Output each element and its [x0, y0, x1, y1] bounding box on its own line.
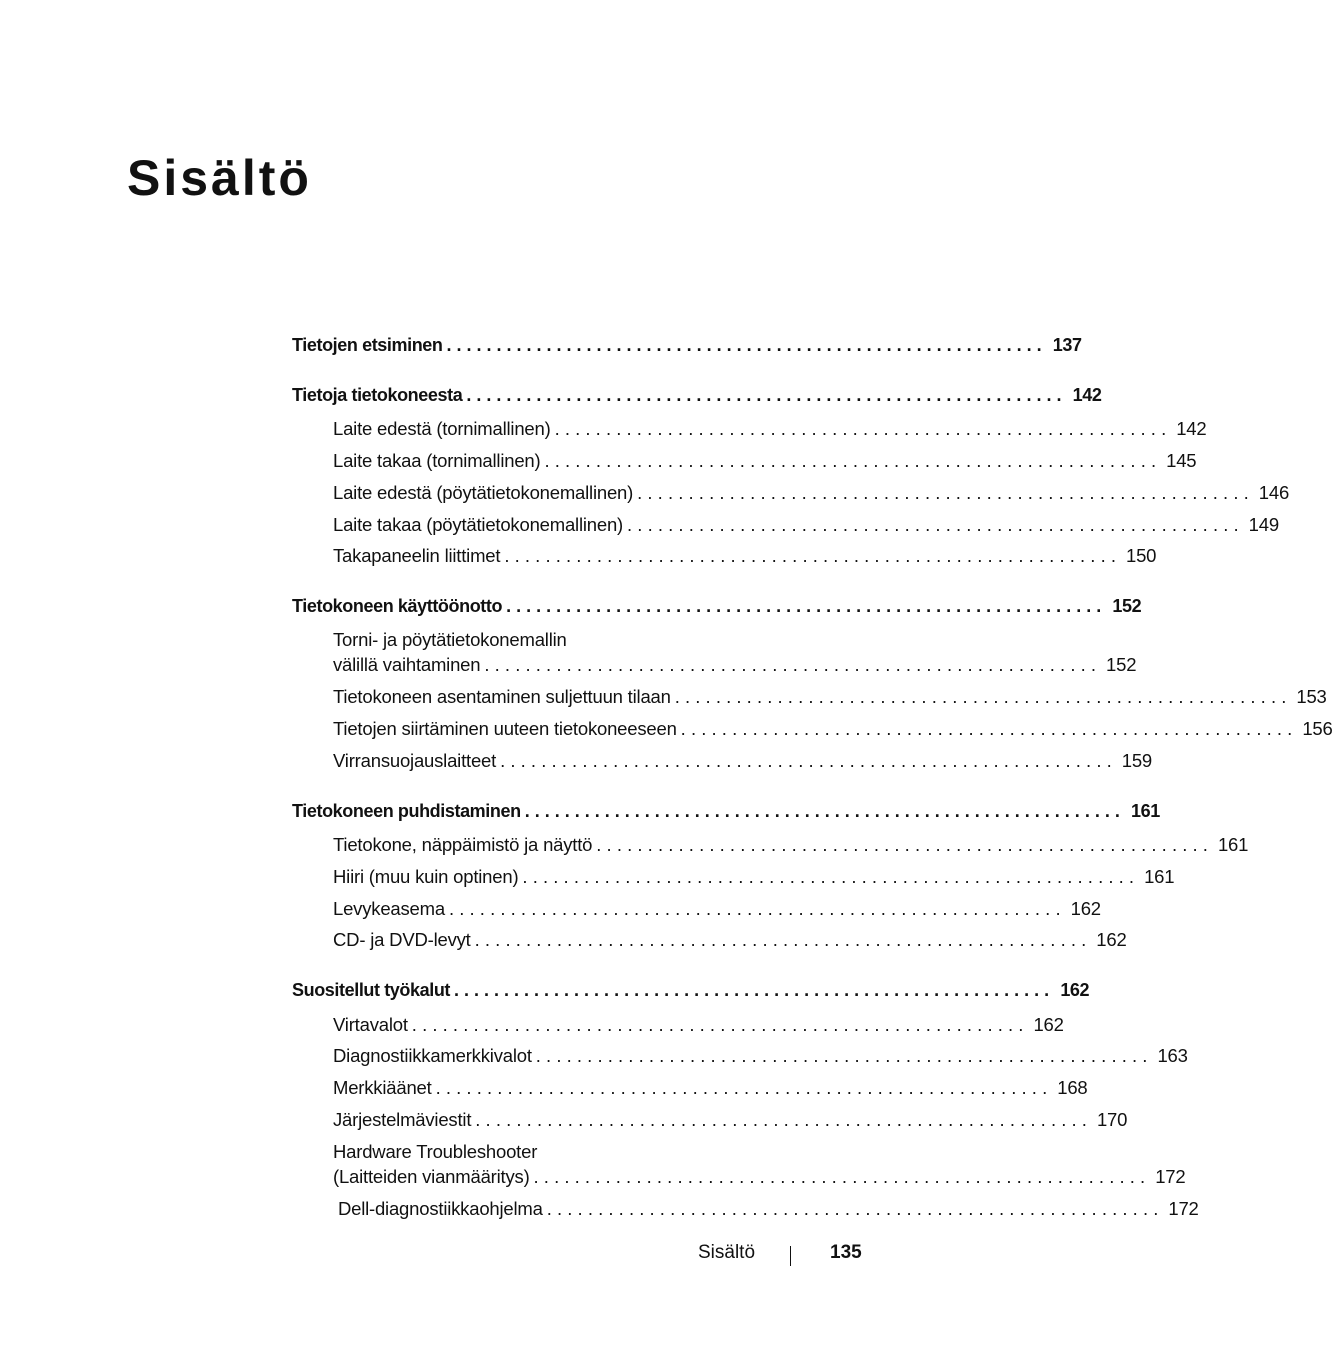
- toc-entry[interactable]: [333, 1074, 1088, 1100]
- toc-page: 150: [1126, 545, 1157, 566]
- page-footer: [0, 1242, 954, 1270]
- toc-label: välillä vaihtaminen: [333, 654, 481, 675]
- leader-dots: . . . . . . . . . . . . . . . . . . . . . . . . . . . . . . . . . . . . . . . . . . . . . . . . . . . . . . . . . . . .: [524, 801, 1120, 821]
- toc-entry[interactable]: [333, 1011, 1064, 1037]
- leader-dots: . . . . . . . . . . . . . . . . . . . . . . . . . . . . . . . . . . . . . . . . . . . . . . . . . . . . . . . . . . . .: [522, 866, 1135, 887]
- leader-dots: . . . . . . . . . . . . . . . . . . . . . . . . . . . . . . . . . . . . . . . . . . . . . . . . . . . . . . . . . . . .: [546, 1198, 1159, 1219]
- leader-dots: . . . . . . . . . . . . . . . . . . . . . . . . . . . . . . . . . . . . . . . . . . . . . . . . . . . . . . . . . . . .: [484, 654, 1097, 675]
- toc-entry[interactable]: [333, 415, 1207, 441]
- toc-entry[interactable]: [333, 895, 1101, 921]
- leader-dots: . . . . . . . . . . . . . . . . . . . . . . . . . . . . . . . . . . . . . . . . . . . . . . . . . . . . . . . . . . . .: [446, 335, 1042, 355]
- toc-section[interactable]: [292, 592, 1142, 618]
- toc-label: Virransuojauslaitteet: [333, 750, 497, 771]
- page-title: Sisältö: [127, 150, 312, 206]
- toc-entry[interactable]: [333, 1195, 1199, 1221]
- toc-label: (Laitteiden vianmääritys): [333, 1166, 530, 1187]
- toc-page: 142: [1176, 418, 1207, 439]
- toc-page: 170: [1096, 1109, 1128, 1130]
- toc-label: Tietokoneen puhdistaminen: [292, 801, 521, 821]
- toc-label: Tietojen etsiminen: [292, 335, 443, 355]
- toc-label-line1: Torni- ja pöytätietokonemallin: [333, 629, 567, 650]
- toc-page: 152: [1112, 596, 1142, 616]
- leader-dots: . . . . . . . . . . . . . . . . . . . . . . . . . . . . . . . . . . . . . . . . . . . . . . . . . . . . . . . . . . . .: [596, 834, 1208, 855]
- toc-label: Laite edestä (tornimallinen): [333, 418, 551, 439]
- footer-section-title: Sisältö: [698, 1242, 756, 1263]
- toc-page: 161: [1217, 834, 1249, 855]
- leader-dots: . . . . . . . . . . . . . . . . . . . . . . . . . . . . . . . . . . . . . . . . . . . . . . . . . . . . . . . . . . . .: [535, 1045, 1148, 1066]
- toc-label: Levykeasema: [333, 898, 445, 919]
- toc-label: Laite edestä (pöytätietokonemallinen): [333, 482, 634, 503]
- toc-label: Tietoja tietokoneesta: [292, 385, 463, 405]
- toc-label: Takapaneelin liittimet: [333, 545, 501, 566]
- toc-page: 137: [1052, 335, 1082, 355]
- page-number: 135: [830, 1242, 862, 1263]
- toc-entry[interactable]: [333, 447, 1197, 473]
- footer-divider: [790, 1246, 791, 1266]
- toc-entry[interactable]: [333, 511, 1279, 537]
- toc-page: 149: [1248, 514, 1279, 535]
- toc-label: Merkkiäänet: [333, 1077, 432, 1098]
- toc-page: 152: [1106, 654, 1137, 675]
- toc-label: Tietokoneen käyttöönotto: [292, 596, 503, 616]
- toc-page: 145: [1166, 450, 1197, 471]
- toc-section[interactable]: [292, 797, 1160, 823]
- toc-page: 159: [1121, 750, 1153, 771]
- toc-entry[interactable]: [333, 831, 1249, 857]
- toc-section[interactable]: [292, 976, 1090, 1002]
- leader-dots: . . . . . . . . . . . . . . . . . . . . . . . . . . . . . . . . . . . . . . . . . . . . . . . . . . . . . . . . . . . .: [500, 750, 1112, 771]
- toc-label: Diagnostiikkamerkkivalot: [333, 1045, 532, 1066]
- toc-entry[interactable]: [333, 479, 1290, 505]
- toc-page: 172: [1155, 1166, 1186, 1187]
- toc-entry[interactable]: [333, 651, 1137, 677]
- leader-dots: . . . . . . . . . . . . . . . . . . . . . . . . . . . . . . . . . . . . . . . . . . . . . . . . . . . . . . . . . . . .: [674, 686, 1287, 707]
- toc-section[interactable]: [292, 381, 1102, 407]
- toc-page: 162: [1060, 980, 1090, 1000]
- leader-dots: . . . . . . . . . . . . . . . . . . . . . . . . . . . . . . . . . . . . . . . . . . . . . . . . . . . . . . . . . . . .: [544, 450, 1157, 471]
- toc-label: Järjestelmäviestit: [333, 1109, 472, 1130]
- toc-entry[interactable]: [333, 715, 1333, 741]
- toc-page: 153: [1296, 686, 1327, 707]
- leader-dots: . . . . . . . . . . . . . . . . . . . . . . . . . . . . . . . . . . . . . . . . . . . . . . . . . . . . . . . . . . . .: [506, 596, 1102, 616]
- toc-page: 162: [1033, 1014, 1064, 1035]
- toc-label: Tietojen siirtäminen uuteen tietokoneeseen: [333, 718, 677, 739]
- toc-page: 161: [1130, 801, 1160, 821]
- toc-page: 142: [1072, 385, 1102, 405]
- leader-dots: . . . . . . . . . . . . . . . . . . . . . . . . . . . . . . . . . . . . . . . . . . . . . . . . . . . . . . . . . . . .: [474, 929, 1087, 950]
- leader-dots: . . . . . . . . . . . . . . . . . . . . . . . . . . . . . . . . . . . . . . . . . . . . . . . . . . . . . . . . . . . .: [637, 482, 1249, 503]
- leader-dots: . . . . . . . . . . . . . . . . . . . . . . . . . . . . . . . . . . . . . . . . . . . . . . . . . . . . . . . . . . . .: [475, 1109, 1087, 1130]
- toc-page: 146: [1258, 482, 1290, 503]
- toc-entry[interactable]: [333, 747, 1153, 773]
- toc-label: Dell-diagnostiikkaohjelma: [333, 1198, 543, 1219]
- leader-dots: . . . . . . . . . . . . . . . . . . . . . . . . . . . . . . . . . . . . . . . . . . . . . . . . . . . . . . . . . . . .: [554, 418, 1167, 439]
- leader-dots: . . . . . . . . . . . . . . . . . . . . . . . . . . . . . . . . . . . . . . . . . . . . . . . . . . . . . . . . . . . .: [466, 385, 1062, 405]
- toc-page: 172: [1168, 1198, 1199, 1219]
- toc-label: Laite takaa (pöytätietokonemallinen): [333, 514, 624, 535]
- leader-dots: . . . . . . . . . . . . . . . . . . . . . . . . . . . . . . . . . . . . . . . . . . . . . . . . . . . . . . . . . . . .: [448, 898, 1061, 919]
- toc-label-line1: Hardware Troubleshooter: [333, 1141, 538, 1162]
- toc-entry[interactable]: [333, 683, 1327, 709]
- toc-entry[interactable]: [333, 926, 1127, 952]
- toc-label: CD- ja DVD-levyt: [333, 929, 471, 950]
- leader-dots: . . . . . . . . . . . . . . . . . . . . . . . . . . . . . . . . . . . . . . . . . . . . . . . . . . . . . . . . . . . .: [627, 514, 1239, 535]
- toc-entry[interactable]: [333, 1106, 1128, 1132]
- toc-label: Suositellut työkalut: [292, 980, 451, 1000]
- leader-dots: . . . . . . . . . . . . . . . . . . . . . . . . . . . . . . . . . . . . . . . . . . . . . . . . . . . . . . . . . . . .: [680, 718, 1293, 739]
- toc-label: Tietokone, näppäimistö ja näyttö: [333, 834, 593, 855]
- leader-dots: . . . . . . . . . . . . . . . . . . . . . . . . . . . . . . . . . . . . . . . . . . . . . . . . . . . . . . . . . . . .: [454, 980, 1050, 1000]
- toc-label: Tietokoneen asentaminen suljettuun tilaan: [333, 686, 671, 707]
- toc-section[interactable]: [292, 331, 1082, 357]
- toc-page: 162: [1096, 929, 1127, 950]
- leader-dots: . . . . . . . . . . . . . . . . . . . . . . . . . . . . . . . . . . . . . . . . . . . . . . . . . . . . . . . . . . . .: [533, 1166, 1146, 1187]
- toc-entry[interactable]: [333, 863, 1175, 889]
- toc-page: 168: [1057, 1077, 1088, 1098]
- toc-label: Virtavalot: [333, 1014, 408, 1035]
- toc-entry[interactable]: [333, 542, 1157, 568]
- toc-label: Hiiri (muu kuin optinen): [333, 866, 519, 887]
- leader-dots: . . . . . . . . . . . . . . . . . . . . . . . . . . . . . . . . . . . . . . . . . . . . . . . . . . . . . . . . . . . .: [504, 545, 1116, 566]
- toc-page: 162: [1070, 898, 1101, 919]
- toc-entry[interactable]: [333, 1163, 1186, 1189]
- toc-page: 161: [1144, 866, 1175, 887]
- toc-entry[interactable]: [333, 1042, 1188, 1068]
- toc-page: 163: [1157, 1045, 1188, 1066]
- toc-label: Laite takaa (tornimallinen): [333, 450, 541, 471]
- leader-dots: . . . . . . . . . . . . . . . . . . . . . . . . . . . . . . . . . . . . . . . . . . . . . . . . . . . . . . . . . . . .: [435, 1077, 1048, 1098]
- leader-dots: . . . . . . . . . . . . . . . . . . . . . . . . . . . . . . . . . . . . . . . . . . . . . . . . . . . . . . . . . . . .: [411, 1014, 1024, 1035]
- toc-page: 156: [1302, 718, 1333, 739]
